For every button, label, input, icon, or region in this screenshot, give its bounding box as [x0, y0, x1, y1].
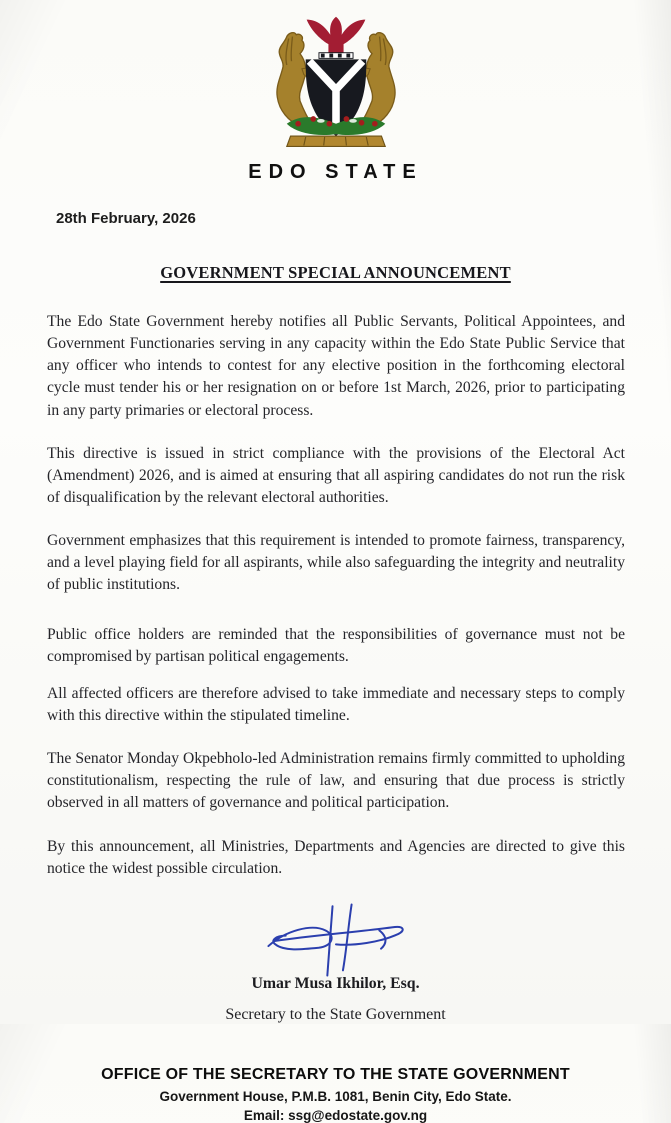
footer-office: OFFICE OF THE SECRETARY TO THE STATE GOVERNMENT: [101, 1065, 570, 1083]
paragraph: All affected officers are therefore advised to take immediate and necessary steps to comply with this directive within the stipulated timeline.: [47, 684, 625, 724]
letter-body: [47, 311, 625, 880]
signatory-name: Umar Musa Ikhilor, Esq.: [251, 974, 420, 992]
footer-address: Government House, P.M.B. 1081, Benin City, Edo State.: [159, 1088, 512, 1104]
edo-state-crest-icon: [231, 12, 441, 154]
paragraph: The Edo State Government hereby notifies all Public Servants, Political Appointees, and Government Functionaries serving in any capacity within the Edo State Public Service that any officer who intends to contest for any elective position in the forthcoming electoral cycle must tender his or her resignation on or before 1st March, 2026, prior to participating in any party primaries or electoral process.: [47, 313, 625, 419]
letter-footer: [0, 1066, 671, 1123]
paragraph: Public office holders are reminded that the responsibilities of governance must not be compromised by partisan political engagements.: [47, 625, 625, 665]
letterhead: [0, 0, 671, 184]
letter-date: 28th February, 2026: [56, 210, 196, 227]
signature-icon: [241, 901, 431, 979]
letter-title-row: [0, 263, 671, 283]
paragraph: Government emphasizes that this requirement is intended to promote fairness, transparency, and a level playing field for all aspirants, while also safeguarding the integrity and neutrality of public institutions.: [47, 532, 625, 594]
state-name: EDO STATE: [248, 161, 423, 183]
footer-email: Email: ssg@edostate.gov.ng: [243, 1107, 428, 1123]
crest-banner-icon: [286, 136, 384, 146]
paragraph: This directive is issued in strict compliance with the provisions of the Electoral Act (Amendment) 2026, and is aimed at ensuring that all aspiring candidates do not run the risk of disqualification by the relevant electoral authorities.: [47, 444, 625, 506]
crest-eagle-icon: [306, 17, 365, 53]
paragraph: The Senator Monday Okpebholo-led Administration remains firmly committed to upholding constitutionalism, respecting the rule of law, and ensuring that due process is strictly observed in all matters of governance and political participation.: [47, 750, 625, 812]
signature-block: [0, 901, 671, 1024]
letter-title: GOVERNMENT SPECIAL ANNOUNCEMENT: [160, 263, 511, 282]
paragraph: By this announcement, all Ministries, Departments and Agencies are directed to give this notice the widest possible circulation.: [47, 837, 625, 877]
signatory-role: Secretary to the State Government: [225, 1005, 446, 1023]
crest-torse-icon: [318, 53, 352, 59]
